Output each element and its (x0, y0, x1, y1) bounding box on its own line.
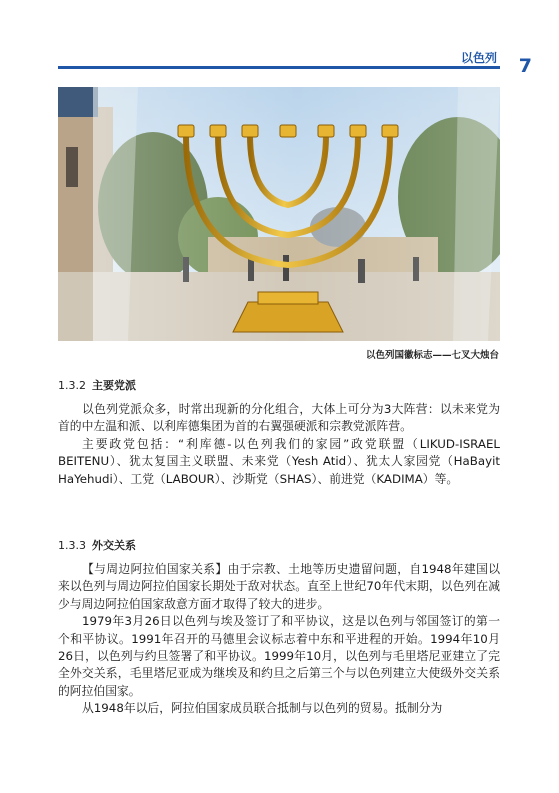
paragraph: 主要政党包括：“利库德-以色列我们的家园”政党联盟（LIKUD-ISRAEL BEITENU）、犹太复国主义联盟、未来党（Yesh Atid）、犹太人家园党（HaBayit HaYehudi）、工党（LABOUR）、沙斯党（SHAS）、前进党（KADIMA）等。 (58, 436, 500, 486)
section-number: 1.3.2 (58, 379, 86, 392)
figure-caption: 以色列国徽标志——七叉大烛台 (365, 350, 499, 361)
menorah-photo (58, 87, 500, 341)
paragraph: 【与周边阿拉伯国家关系】由于宗教、土地等历史遗留问题，自1948年建国以来以色列与周边阿拉伯国家长期处于敌对状态。直至上世纪70年代末期，以色列在减少与周边阿拉伯国家敌意方面才取得了较大的进步。 (58, 562, 500, 611)
paragraph: 1979年3月26日以色列与埃及签订了和平协议，这是以色列与邻国签订的第一个和平协议。1991年召开的马德里会议标志着中东和平进程的开始。1994年10月26日，以色列与约旦签署了和平协议。1999年10月，以色列与毛里塔尼亚建立了完全外交关系，毛里塔尼亚成为继埃及和约旦之后第三个与以色列建立大使级外交关系的阿拉伯国家。 (58, 614, 500, 698)
header-section-title: 以色列 (460, 51, 497, 65)
page-number: 7 (518, 55, 532, 77)
section-title: 外交关系 (92, 539, 136, 552)
paragraph: 从1948年以后，阿拉伯国家成员联合抵制与以色列的贸易。抵制分为 (82, 701, 443, 716)
section-title: 主要党派 (92, 379, 136, 392)
foreign-relations-body (58, 561, 500, 718)
paragraph: 以色列党派众多，时常出现新的分化组合，大体上可分为3大阵营：以未来党为首的中左温和派、以利库德集团为首的右翼强硬派和宗教党派阵营。 (58, 402, 500, 434)
header-rule (58, 66, 500, 69)
section-number: 1.3.3 (58, 539, 86, 552)
section-heading-foreign-relations (58, 537, 136, 553)
section-heading-parties (58, 377, 136, 393)
parties-body (58, 401, 500, 488)
